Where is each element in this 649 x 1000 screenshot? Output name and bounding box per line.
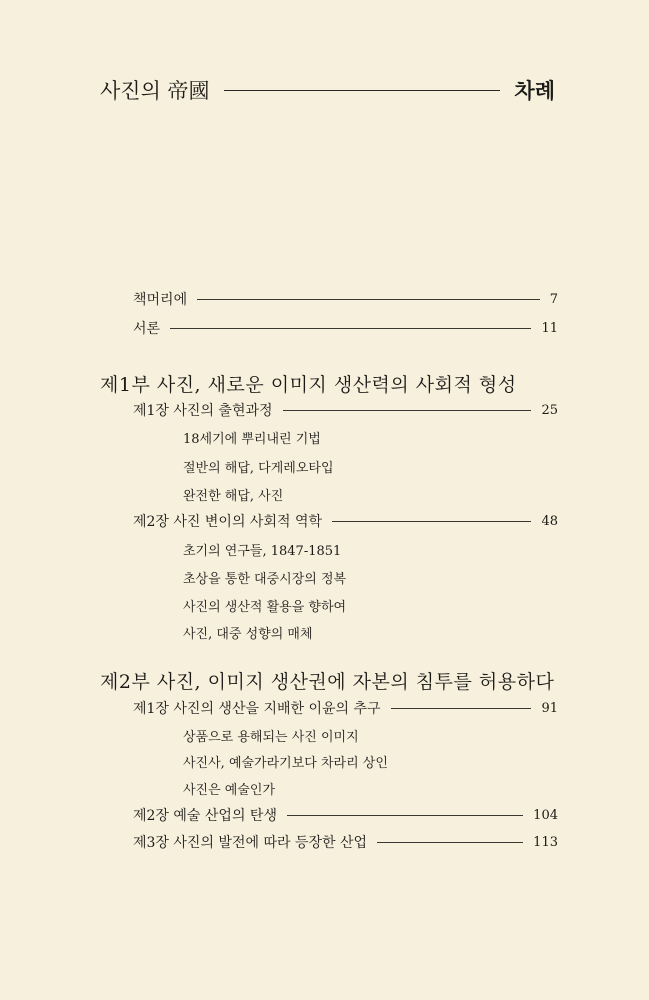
leader-line bbox=[287, 815, 523, 816]
page-number: 48 bbox=[541, 513, 558, 529]
section-title[interactable]: 초상을 통한 대중시장의 정복 bbox=[183, 572, 347, 587]
section-title[interactable]: 18세기에 뿌리내린 기법 bbox=[183, 432, 321, 447]
leader-line bbox=[391, 708, 532, 709]
leader-line bbox=[170, 328, 531, 329]
section-title[interactable]: 사진사, 예술가라기보다 차라리 상인 bbox=[183, 756, 388, 771]
section-title[interactable]: 사진의 생산적 활용을 향하여 bbox=[183, 600, 347, 615]
entry-label: 서론 bbox=[133, 321, 161, 337]
toc-entry-introduction[interactable] bbox=[133, 318, 558, 338]
toc-entry-chapter[interactable] bbox=[133, 400, 558, 420]
entry-label: 제1장 사진의 생산을 지배한 이윤의 추구 bbox=[133, 701, 381, 717]
toc-entry-preface[interactable] bbox=[133, 289, 558, 309]
leader-line bbox=[377, 842, 523, 843]
page-number: 104 bbox=[533, 807, 558, 823]
toc-heading: 차례 bbox=[514, 78, 555, 103]
page-number: 7 bbox=[549, 291, 558, 307]
leader-line bbox=[332, 521, 531, 522]
book-title: 사진의 帝國 bbox=[100, 79, 210, 103]
section-title[interactable]: 초기의 연구들, 1847-1851 bbox=[183, 544, 342, 559]
leader-line bbox=[197, 299, 540, 300]
entry-label: 책머리에 bbox=[133, 292, 188, 308]
toc-entry-chapter[interactable] bbox=[133, 832, 558, 852]
header-rule bbox=[224, 90, 501, 91]
entry-label: 제2장 사진 변이의 사회적 역학 bbox=[133, 514, 322, 530]
section-title[interactable]: 절반의 해답, 다게레오타입 bbox=[183, 461, 334, 476]
toc-entry-chapter[interactable] bbox=[133, 698, 558, 718]
part-2-title[interactable]: 제2부 사진, 이미지 생산권에 자본의 침투를 허용하다 bbox=[100, 671, 555, 693]
section-title[interactable]: 상품으로 용해되는 사진 이미지 bbox=[183, 730, 359, 745]
entry-label: 제1장 사진의 출현과정 bbox=[133, 403, 273, 419]
page-number: 91 bbox=[541, 700, 558, 716]
toc-entry-chapter[interactable] bbox=[133, 511, 558, 531]
section-title[interactable]: 완전한 해답, 사진 bbox=[183, 489, 284, 504]
page-number: 25 bbox=[541, 402, 558, 418]
entry-label: 제3장 사진의 발전에 따라 등장한 산업 bbox=[133, 835, 368, 851]
part-1-title[interactable]: 제1부 사진, 새로운 이미지 생산력의 사회적 형성 bbox=[100, 374, 517, 396]
page-number: 113 bbox=[533, 834, 558, 850]
toc-entry-chapter[interactable] bbox=[133, 805, 558, 825]
page-header bbox=[100, 75, 555, 105]
section-title[interactable]: 사진, 대중 성향의 매체 bbox=[183, 627, 313, 642]
section-title[interactable]: 사진은 예술인가 bbox=[183, 783, 276, 798]
entry-label: 제2장 예술 산업의 탄생 bbox=[133, 808, 277, 824]
leader-line bbox=[283, 410, 532, 411]
page-number: 11 bbox=[541, 320, 558, 336]
